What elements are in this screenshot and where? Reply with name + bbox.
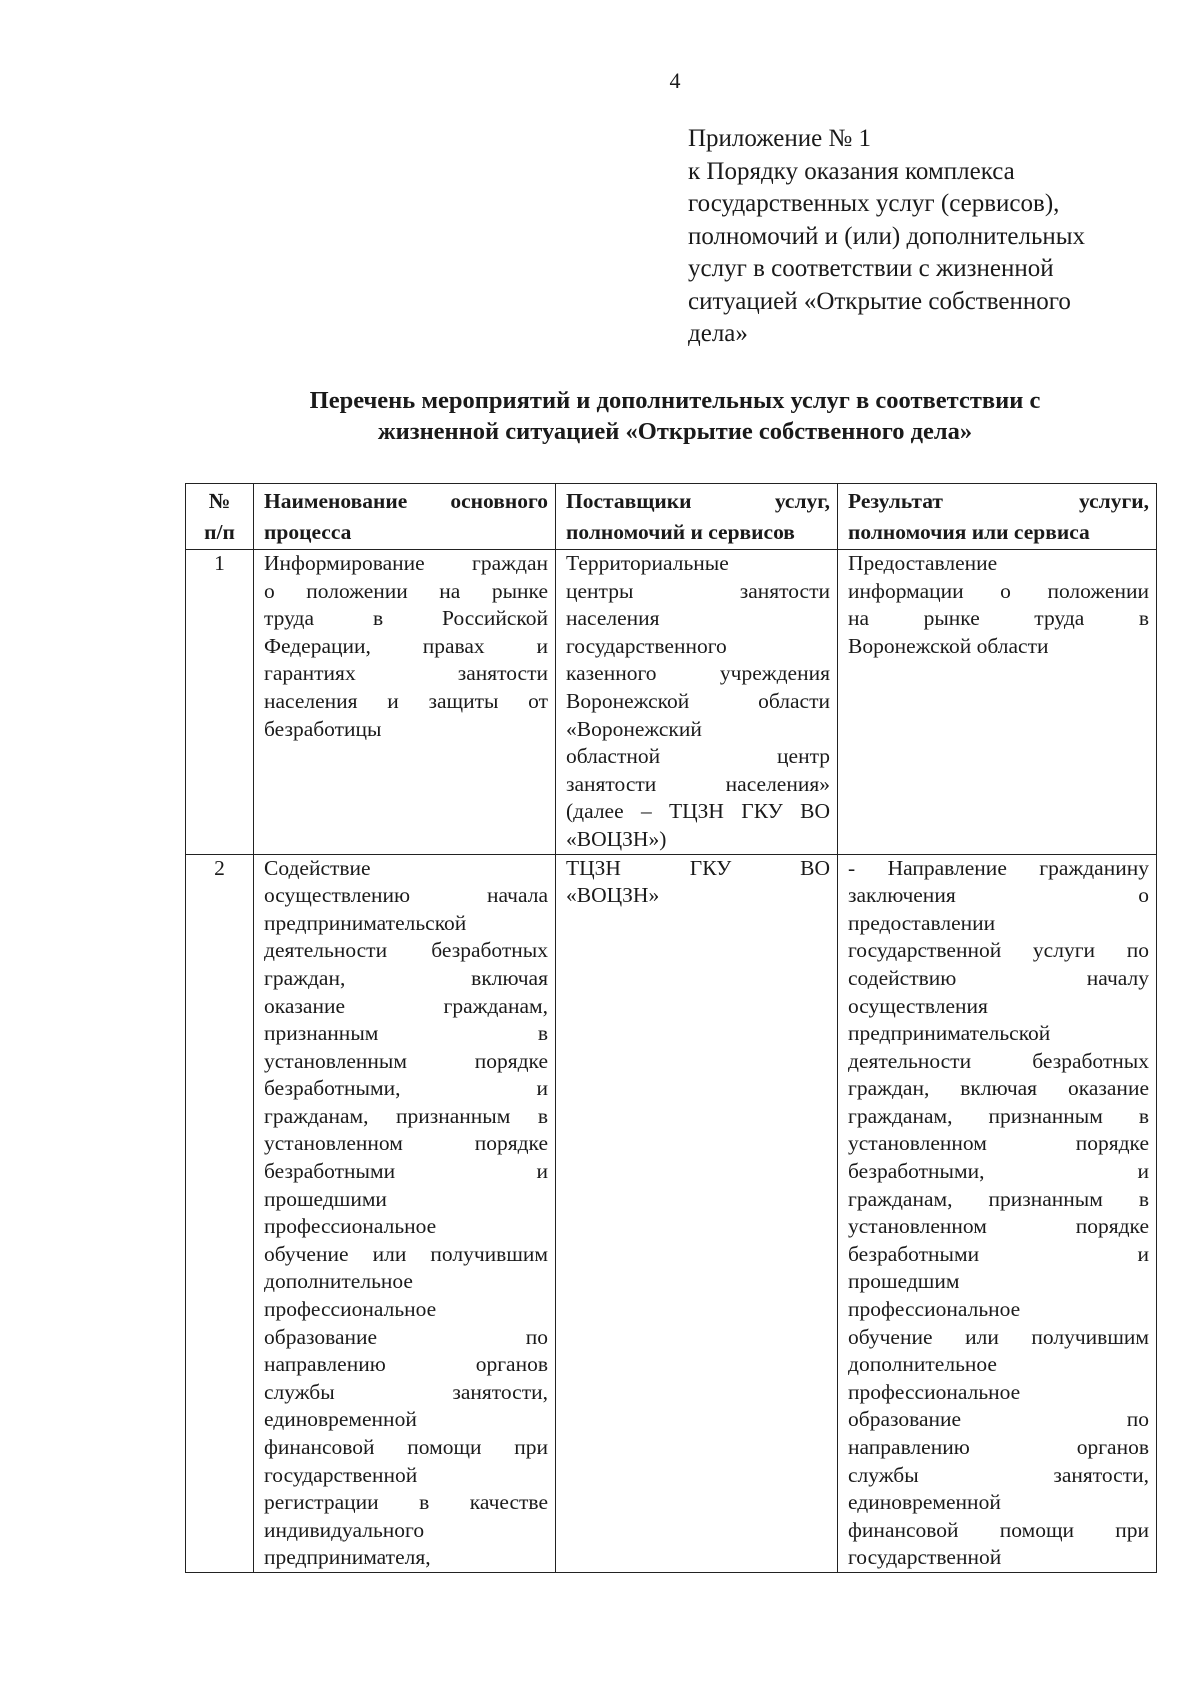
header-result: Результат услуги, полномочия или сервиса — [838, 484, 1157, 550]
appendix-reference — [688, 123, 1158, 351]
document-heading — [0, 385, 1200, 447]
providers-cell: Территориальные центры занятости населения государственного казенного учреждения Воронежской области «Воронежский областной центр занятости населения» (далее – ТЦЗН ГКУ ВО «ВОЦЗН») — [556, 550, 838, 855]
header-process: Наименование основного процесса — [254, 484, 556, 550]
table-row — [186, 854, 1157, 1572]
heading-line: Перечень мероприятий и дополнительных услуг в соответствии с — [309, 387, 1041, 414]
appendix-line: полномочий и (или) дополнительных — [688, 222, 1086, 250]
header-providers: Поставщики услуг, полномочий и сервисов — [556, 484, 838, 550]
header-number: № п/п — [186, 484, 254, 550]
providers-cell: ТЦЗН ГКУ ВО «ВОЦЗН» — [556, 854, 838, 1572]
table-row — [186, 550, 1157, 855]
result-cell: Предоставление информации о положении на рынке труда в Воронежской области — [838, 550, 1157, 855]
heading-line: жизненной ситуацией «Открытие собственного дела» — [377, 418, 973, 445]
services-table — [185, 483, 1157, 1573]
appendix-line: к Порядку оказания комплекса — [688, 157, 1015, 185]
process-cell: Содействие осуществлению начала предпринимательской деятельности безработных граждан, включая оказание гражданам, признанным в установленным порядке безработными, и гражданам, признанным в установленном порядке безработными и прошедшими профессиональное обучение или получившим дополнительное профессиональное образование по направлению органов службы занятости, единовременной финансовой помощи при государственной регистрации в качестве индивидуального предпринимателя, — [254, 854, 556, 1572]
appendix-line: Приложение № 1 — [688, 125, 872, 152]
table-header-row — [186, 484, 1157, 550]
appendix-line: услуг в соответствии с жизненной — [688, 255, 1054, 282]
result-cell: - Направление гражданину заключения о предоставлении государственной услуги по содействию началу осуществления предпринимательской деятельности безработных граждан, включая оказание гражданам, признанным в установленном порядке безработными, и гражданам, признанным в установленном порядке безработными и прошедшим профессиональное обучение или получившим дополнительное профессиональное образование по направлению органов службы занятости, единовременной финансовой помощи при государственной — [838, 854, 1157, 1572]
appendix-line: дела» — [688, 320, 748, 347]
appendix-line: ситуацией «Открытие собственного — [688, 287, 1071, 315]
row-number: 2 — [186, 854, 254, 1572]
process-cell: Информирование граждан о положении на рынке труда в Российской Федерации, правах и гарантиях занятости населения и защиты от безработицы — [254, 550, 556, 855]
page-number: 4 — [669, 68, 681, 93]
appendix-line: государственных услуг (сервисов), — [688, 190, 1060, 217]
row-number: 1 — [186, 550, 254, 855]
